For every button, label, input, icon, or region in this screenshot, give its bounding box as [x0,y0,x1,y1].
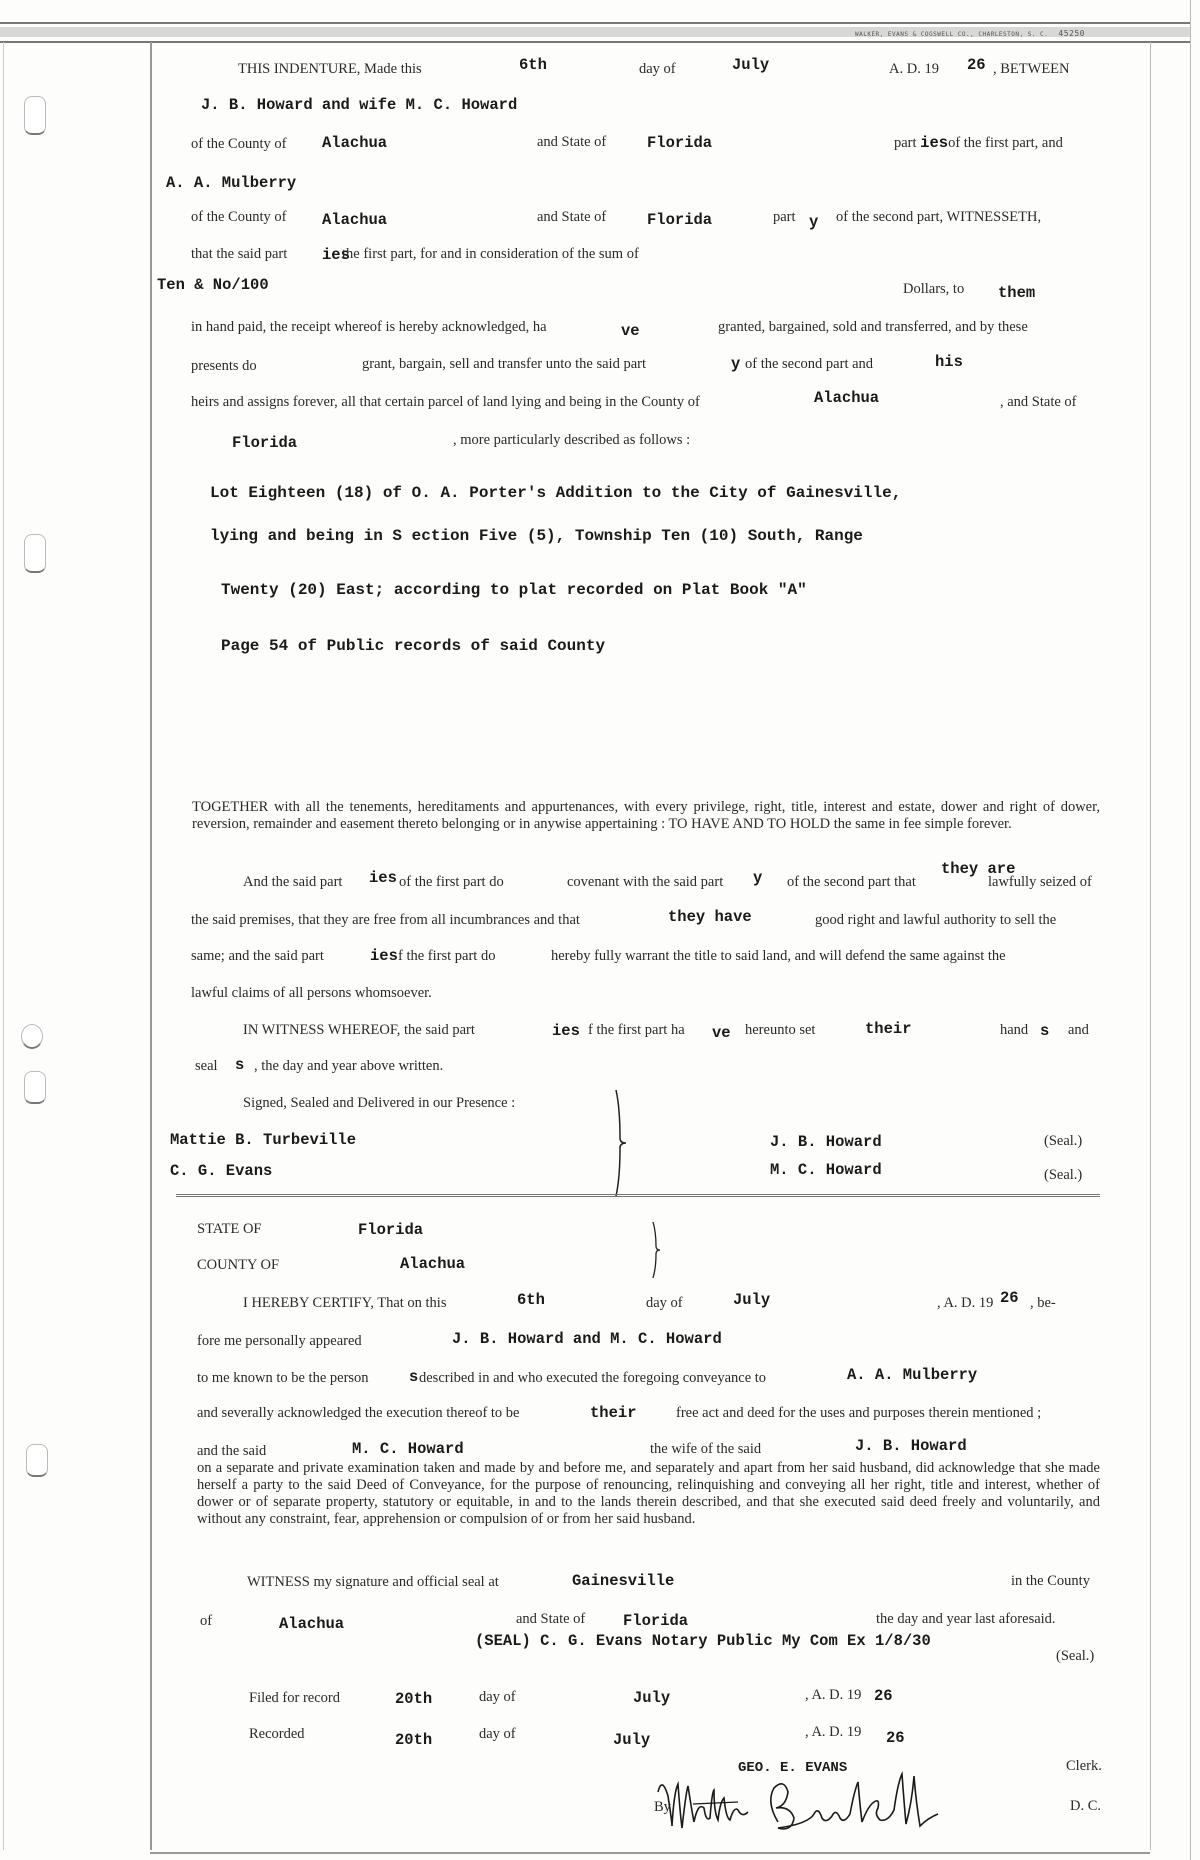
by-label: By [654,1799,671,1815]
ack-husband: J. B. Howard [855,1437,967,1455]
county-of-label: COUNTY OF [197,1257,280,1273]
hereunto-set: hereunto set [745,1022,816,1038]
cov-suffix-1: ies [369,869,397,887]
left-edge-line [3,42,4,1850]
filed-for-record: Filed for record [249,1690,340,1706]
header-rule-bottom [0,41,1190,43]
grantor-signature: M. C. Howard [770,1161,882,1179]
be-label: , be- [1030,1295,1056,1311]
legal-description-line: Twenty (20) East; according to plat recorded on Plat Book "A" [221,581,807,599]
legal-description-line: Lot Eighteen (18) of O. A. Porter's Addition to the City of Gainesville, [210,484,902,502]
and-state-label: and State of [537,134,607,150]
they-are: they are [941,860,1016,878]
second-part-and: of the second part and [745,356,874,372]
punch-hole [24,534,46,573]
bottom-rule [150,1852,1150,1854]
witness-my-signature: WITNESS my signature and official seal at [247,1574,499,1590]
part-label-2: part [773,209,796,225]
free-act: free act and deed for the uses and purposes therein mentioned ; [676,1405,1042,1421]
have-suffix: ve [621,322,640,340]
last-aforesaid: the day and year last aforesaid. [876,1611,1056,1627]
notary-seal-mark: (Seal.) [1056,1648,1095,1664]
severally-ack: and severally acknowledged the execution thereof to be [197,1405,520,1421]
ack-county: Alachua [400,1255,466,1273]
separate-examination: on a separate and private examination taken and made by and before me, and separately and apart from her said husband, did acknowledge that she made herself a party to the said Deed of Conveyance, for the purpose of renouncing, relinquishing and conveying all her right, title and interest, whether of dower or of separate property, statutory or equitable, in and to the lands therein described, and that she executed said deed freely and voluntarily, and without any constraint, fear, apprehension or compulsion of or from her said husband. [197,1460,1100,1527]
indenture-day: 6th [519,56,547,74]
recorded-year: 26 [886,1729,905,1747]
ack-wife: M. C. Howard [352,1440,464,1458]
land-state: Florida [232,434,298,452]
lawfully-seized: lawfully seized of [988,874,1092,890]
ack-day: 6th [517,1291,545,1309]
printer-imprint [855,29,1085,38]
second-party-county: Alachua [322,211,388,229]
filed-month: July [633,1689,671,1707]
signed-sealed-delivered: Signed, Sealed and Delivered in our Presence : [243,1095,516,1111]
grantee-suffix: y [731,355,741,373]
grant-unto: grant, bargain, sell and transfer unto the said part [362,356,647,372]
premises-text: the said premises, that they are free from all incumbrances and that [191,912,580,928]
notary-and-state: and State of [516,1611,586,1627]
consideration-text: the first part, for and in consideration of the sum of [342,246,639,262]
warrant-text: hereby fully warrant the title to said land, and will defend the same against the [551,948,1006,964]
between-label: , BETWEEN [993,61,1070,77]
ack-year: 26 [1000,1289,1019,1307]
notary-county: Alachua [279,1615,345,1633]
first-party-names: J. B. Howard and wife M. C. Howard [201,96,518,114]
header-rule-top [0,22,1190,24]
seal-mark: (Seal.) [1044,1167,1083,1183]
day-of-label: day of [639,61,676,77]
land-county: Alachua [814,389,880,407]
seal-mark: (Seal.) [1044,1133,1083,1149]
lawful-claims: lawful claims of all persons whomsoever. [191,985,432,1001]
recorded-ad: , A. D. 19 [805,1724,862,1740]
first-part-do-2: f the first part do [398,948,496,964]
of-county-label-2: of the County of [191,209,287,225]
witness-signature: Mattie B. Turbeville [170,1131,357,1149]
punch-hole [24,96,46,135]
parties-suffix: ies [920,134,949,152]
first-party-state: Florida [647,134,713,152]
first-party-county: Alachua [322,134,388,152]
payee: them [998,284,1036,302]
part-label [894,134,1063,152]
ack-state: Florida [358,1221,424,1239]
recorded-month: July [613,1731,651,1749]
more-particularly: , more particularly described as follows : [453,432,691,448]
deputy-clerk-signature [648,1762,1028,1842]
have-suffix-2: ve [712,1024,731,1042]
of-county-label: of the County of [191,136,287,152]
clerk-label: Clerk. [1066,1758,1102,1774]
punch-hole [21,1024,43,1049]
and-word: and [1068,1022,1089,1038]
hand-suffix: s [1040,1022,1050,1040]
fore-me-appeared: fore me personally appeared [197,1333,362,1349]
that-said-part: that the said part [191,246,288,262]
ack-ad-label: , A. D. 19 [937,1295,994,1311]
described-text: described in and who executed the foregoing conveyance to [419,1370,767,1386]
grantor-signature: J. B. Howard [770,1133,882,1151]
left-margin-line [150,42,152,1850]
state-of-label: STATE OF [197,1221,262,1237]
parties-suffix-3: ies [322,246,350,264]
clerk-name: GEO. E. EVANS [738,1760,848,1776]
test-suffix-1: ies [552,1022,580,1040]
signature-brace [612,1088,632,1198]
and-state-of: , and State of [1000,394,1077,410]
they-have: they have [668,908,752,926]
notary-state: Florida [623,1612,689,1630]
cov-suffix-2: y [753,869,763,887]
granted-text: granted, bargained, sold and transferred, and by these [718,319,1028,335]
indenture-year: 26 [967,56,986,74]
second-party-state: Florida [647,211,713,229]
heirs-text: heirs and assigns forever, all that certain parcel of land lying and being in the County of [191,394,700,410]
filed-day-of: day of [479,1689,516,1705]
indenture-month: July [732,56,770,74]
second-part-that: of the second part that [787,874,916,890]
filed-ad: , A. D. 19 [805,1687,862,1703]
in-witness-whereof: IN WITNESS WHEREOF, the said part [243,1022,475,1038]
legal-description-line: lying and being in S ection Five (5), Township Ten (10) South, Range [210,527,863,545]
hereby-certify: I HEREBY CERTIFY, That on this [243,1295,447,1311]
consideration-sum: Ten & No/100 [157,276,269,294]
venue-brace [650,1220,664,1280]
right-margin-line [1150,42,1151,1850]
deputy-clerk-label: D. C. [1070,1798,1102,1814]
day-year-written: , the day and year above written. [254,1058,444,1074]
his-word: his [935,353,963,371]
indenture-intro: THIS INDENTURE, Made this [238,61,422,77]
filed-day: 20th [395,1690,433,1708]
hand-label: hand [1000,1022,1029,1038]
first-part-ha: f the first part ha [588,1022,685,1038]
punch-hole [26,1444,48,1477]
in-hand-paid: in hand paid, the receipt whereof is hereby acknowledged, ha [191,319,547,335]
ad-label: A. D. 19 [889,61,939,77]
notary-place: Gainesville [572,1572,675,1590]
ack-month: July [733,1291,771,1309]
filed-year: 26 [874,1687,893,1705]
section-divider [176,1194,1100,1197]
presents-do: presents do [191,358,257,374]
legal-description-line: Page 54 of Public records of said County [221,637,606,655]
and-the-said: and the said [197,1443,267,1459]
seal-suffix: s [235,1056,245,1074]
wife-of-label: the wife of the said [650,1441,762,1457]
dollars-to-label: Dollars, to [903,281,965,297]
ack-day-of: day of [646,1295,683,1311]
recorded-label: Recorded [249,1726,305,1742]
good-right: good right and lawful authority to sell the [815,912,1057,928]
ack-their: their [590,1404,637,1422]
covenant-with: covenant with the said part [567,874,724,890]
in-the-county: in the County [1011,1573,1090,1589]
seal-label: seal [195,1058,218,1074]
appeared-persons: J. B. Howard and M. C. Howard [452,1330,722,1348]
part-word: part [894,135,917,151]
of-label: of [200,1613,213,1629]
second-party-suffix: y [809,213,819,231]
printer-name: WALKER, EVANS & COGSWELL CO., CHARLESTON, S. C. [855,31,1049,38]
witnesseth-label: of the second part, WITNESSETH, [836,209,1042,225]
ack-grantee: A. A. Mulberry [847,1366,978,1384]
recorded-day: 20th [395,1731,433,1749]
recorded-day-of: day of [479,1726,516,1742]
and-state-label-2: and State of [537,209,607,225]
their-word: their [865,1020,912,1038]
first-part-and: of the first part, and [948,135,1063,151]
first-part-do: of the first part do [399,874,504,890]
second-party-name: A. A. Mulberry [166,174,297,192]
habendum-clause: TOGETHER with all the tenements, hereditaments and appurtenances, with every privilege, right, title, interest and estate, dower and right of dower, reversion, remainder and easement thereto belonging or in anywise appertaining : TO HAVE AND TO HOLD the same in fee simple forever. [192,799,1100,832]
known-person: to me known to be the person [197,1370,369,1386]
punch-hole [24,1071,46,1104]
and-said-part: And the said part [243,874,343,890]
right-edge-line [1190,0,1191,1860]
same-and-said: same; and the said part [191,948,324,964]
form-number: 45250 [1058,29,1085,38]
witness-signature: C. G. Evans [170,1162,273,1180]
notary-signature: (SEAL) C. G. Evans Notary Public My Com Ex 1/8/30 [475,1632,931,1650]
cov-suffix-3: ies [370,947,398,965]
persons-suffix: s [409,1368,419,1386]
